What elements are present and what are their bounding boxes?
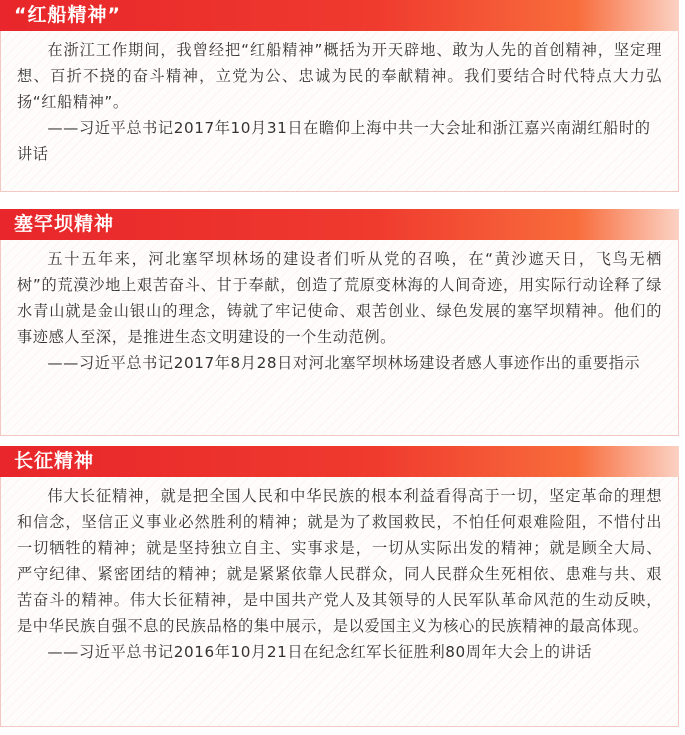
section-long-march-spirit [0,446,679,727]
quote-source: ——习近平总书记2016年10月21日在纪念红军长征胜利80周年大会上的讲话 [47,643,593,661]
section-title: 长征精神 [0,446,679,477]
section-saihanba-spirit [0,209,679,436]
section-body [0,240,679,436]
quote-paragraph: 伟大长征精神，就是把全国人民和中华民族的根本利益看得高于一切，坚定革命的理想和信念，坚信正义事业必然胜利的精神；就是为了救国救民，不怕任何艰难险阻，不惜付出一切牺牲的精神；就是坚持独立自主、实事求是，一切从实际出发的精神；就是顾全大局、严守纪律、紧密团结的精神；就是紧紧依靠人民群众，同人民群众生死相依、患难与共、艰苦奋斗的精神。伟大长征精神，是中国共产党人及其领导的人民军队革命风范的生动反映，是中华民族自强不息的民族品格的集中展示，是以爱国主义为核心的民族精神的最高体现。 [17,487,662,635]
section-title: 塞罕坝精神 [0,209,679,240]
section-body [0,477,679,727]
section-red-boat-spirit [0,0,679,192]
quote-source: ——习近平总书记2017年10月31日在瞻仰上海中共一大会址和浙江嘉兴南湖红船时的讲话 [17,119,651,163]
section-body [0,31,679,192]
quote-paragraph: 在浙江工作期间，我曾经把“红船精神”概括为开天辟地、敢为人先的首创精神，坚定理想、百折不挠的奋斗精神，立党为公、忠诚为民的奉献精神。我们要结合时代特点大力弘扬“红船精神”。 [17,41,662,111]
section-title: “红船精神” [0,0,679,31]
quote-source: ——习近平总书记2017年8月28日对河北塞罕坝林场建设者感人事迹作出的重要指示 [47,354,641,372]
quote-paragraph: 五十五年来，河北塞罕坝林场的建设者们听从党的召唤，在“黄沙遮天日，飞鸟无栖树”的荒漠沙地上艰苦奋斗、甘于奉献，创造了荒原变林海的人间奇迹，用实际行动诠释了绿水青山就是金山银山的理念，铸就了牢记使命、艰苦创业、绿色发展的塞罕坝精神。他们的事迹感人至深，是推进生态文明建设的一个生动范例。 [17,250,662,346]
